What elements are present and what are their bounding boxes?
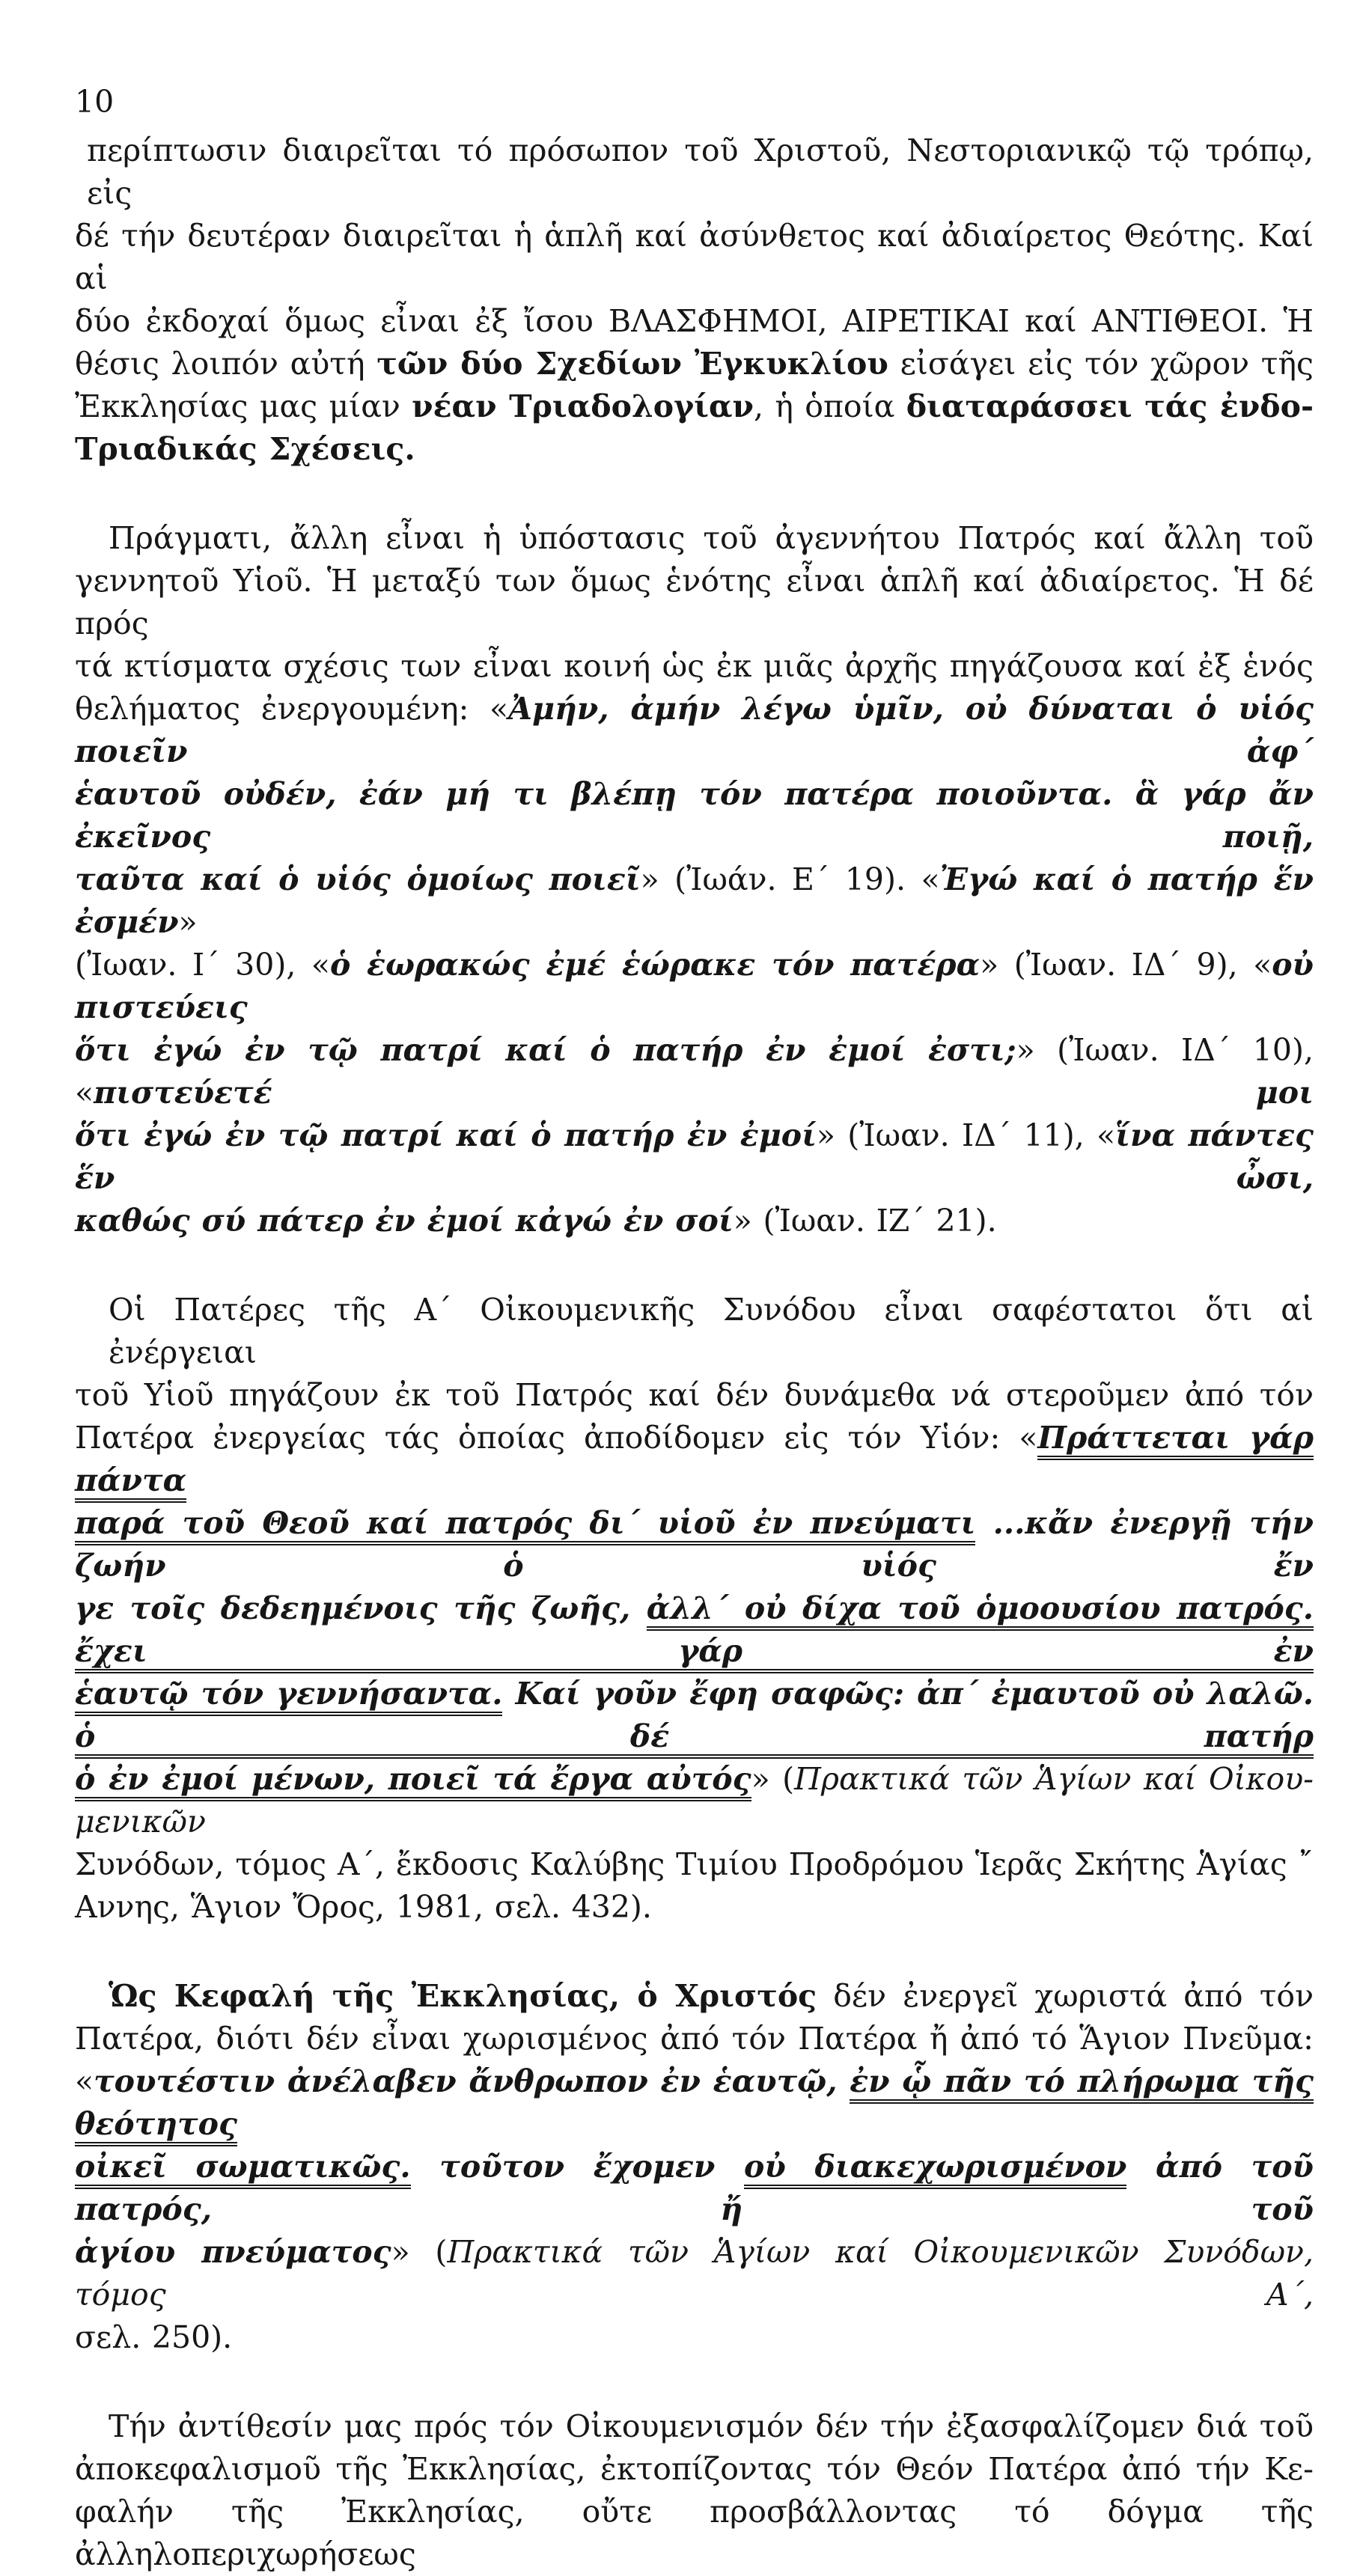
text-line — [75, 1200, 1314, 1242]
text-segment: ἀποκεφαλισμοῦ τῆς Ἐκκλησίας, ἐκτοπίζοντας τόν Θεόν Πατέρα ἀπό τήν Κε- — [75, 2451, 1314, 2487]
text-segment: ὁ ἑωρακώς ἐμέ ἑώρακε τόν πατέρα — [329, 947, 981, 983]
text-line — [75, 215, 1314, 300]
text-segment: Τήν ἀντίθεσίν μας πρός τόν Οἰκουμενισμόν δέν τήν ἐξασφαλίζομεν διά τοῦ — [109, 2408, 1314, 2444]
text-segment: ἑαυτῷ τόν γεννήσαντα. — [75, 1676, 502, 1716]
text-segment: παρά τοῦ Θεοῦ καί πατρός δι´ υἱοῦ ἐν πνεύματι — [75, 1505, 975, 1545]
text-segment: » (Ἰωαν. ΙΖ΄ 21). — [733, 1203, 997, 1239]
text-segment: Οἱ Πατέρες τῆς Α΄ Οἰκουμενικῆς Συνόδου εἶναι σαφέστατοι ὅτι αἱ ἐνέργειαι — [109, 1292, 1314, 1370]
text-segment: Αννης, Ἅγιον Ὄρος, 1981, σελ. 432). — [75, 1889, 652, 1925]
text-segment: ἀπό τοῦ πατρός, ἤ τοῦ — [75, 2149, 1314, 2227]
text-segment: Καί γοῦν ἔφη σαφῶς: ἀπ´ ἐμαυτοῦ οὐ λαλῶ. — [502, 1676, 1314, 1712]
text-line — [75, 1886, 1314, 1929]
text-segment: φαλήν τῆς Ἐκκλησίας, οὔτε προσβάλλοντας τό δόγμα τῆς ἀλληλοπεριχωρήσεως — [75, 2494, 1314, 2572]
text-segment: « — [75, 2063, 94, 2099]
text-line — [75, 645, 1314, 688]
text-segment: » (Ἰωαν. ΙΔ΄ 10), « — [75, 1032, 1314, 1111]
text-segment: ὅτι ἐγώ ἐν τῷ πατρί καί ὁ πατήρ ἐν ἐμοί ἐστι; — [75, 1032, 1016, 1068]
text-segment: νέαν Τριαδολογίαν — [412, 388, 754, 424]
text-line — [75, 944, 1314, 1029]
text-line — [75, 1417, 1314, 1502]
text-segment: ἔχει γάρ ἐν — [75, 1633, 1314, 1673]
body-text — [75, 129, 1314, 2576]
text-line — [75, 1843, 1314, 1886]
text-segment: Ὡς Κεφαλή τῆς Ἐκκλησίας, ὁ Χριστός — [109, 1978, 817, 2014]
text-line — [75, 1374, 1314, 1417]
text-line — [75, 2405, 1314, 2448]
text-line — [75, 1289, 1314, 1374]
text-line — [75, 517, 1314, 560]
text-line — [75, 2018, 1314, 2060]
text-segment: δέν ἐνεργεῖ χωριστά ἀπό τόν — [817, 1978, 1314, 2014]
text-segment: οἰκεῖ σωματικῶς. — [75, 2149, 411, 2189]
text-segment: Συνόδων, τόμος Α΄, ἔκδοσις Καλύβης Τιμίου Προδρόμου Ἱερᾶς Σκήτης Ἁγίας ῎ — [75, 1846, 1314, 1882]
text-segment: Πρακτικά τῶν Ἁγίων καί Οἰκουμενικῶν Συνόδων, τόμος Α΄, — [75, 2234, 1314, 2313]
text-segment: Ἐκκλησίας μας μίαν — [75, 388, 412, 424]
text-segment: Πράττεται γάρ πάντα — [75, 1420, 1314, 1503]
text-segment: θέσις λοιπόν αὐτή — [75, 346, 377, 382]
text-segment: Πατέρα ἐνεργείας τάς ὁποίας ἀποδίδομεν εἰς τόν Υἱόν: « — [75, 1420, 1038, 1456]
text-segment: τοῦ Υἱοῦ πηγάζουν ἐκ τοῦ Πατρός καί δέν δυνάμεθα νά στεροῦμεν ἀπό τόν — [75, 1377, 1314, 1413]
text-line — [75, 2316, 1314, 2359]
text-line — [75, 2491, 1314, 2576]
text-segment: θελήματος ἐνεργουμένη: « — [75, 691, 509, 727]
text-line — [75, 1673, 1314, 1758]
text-segment: » (Ἰωάν. Ε΄ 19). « — [640, 861, 940, 897]
text-segment: εἰσάγει εἰς τόν χῶρον τῆς — [888, 346, 1314, 382]
text-segment: οὐ πιστεύεις — [75, 947, 1314, 1025]
page-content — [75, 81, 1314, 2576]
text-segment: τά κτίσματα σχέσις των εἶναι κοινή ὡς ἐκ μιᾶς ἀρχῆς πηγάζουσα καί ἐξ ἑνός — [75, 648, 1314, 684]
text-segment: » (Ἰωαν. ΙΔ΄ 9), « — [980, 947, 1272, 983]
text-segment: τοῦτον ἔχομεν — [410, 2149, 744, 2185]
text-line — [75, 560, 1314, 645]
text-segment: ταῦτα καί ὁ υἱός ὁμοίως ποιεῖ — [75, 861, 641, 897]
text-segment: » (Ἰωαν. ΙΔ΄ 11), « — [816, 1117, 1116, 1153]
text-segment: διαταράσσει τάς ἐνδο- — [906, 388, 1314, 424]
paragraph-1 — [75, 129, 1314, 471]
text-segment: Τριαδικάς Σχέσεις. — [75, 431, 415, 467]
text-segment: Πατέρα, διότι δέν εἶναι χωρισμένος ἀπό τόν Πατέρα ἤ ἀπό τό Ἅγιον Πνεῦμα: — [75, 2021, 1314, 2057]
text-segment: , ἡ ὁποία — [753, 388, 906, 424]
text-segment: ἐν ᾧ πᾶν τό πλήρωμα τῆς θεότητος — [75, 2063, 1314, 2146]
text-segment: (Ἰωαν. Ι΄ 30), « — [75, 947, 330, 983]
text-line — [75, 1114, 1314, 1200]
text-segment: ἁγίου πνεύματος — [75, 2234, 391, 2270]
text-line — [75, 343, 1314, 385]
text-segment: ὁ ἐν ἐμοί μένων, ποιεῖ τά ἔργα αὐτός — [75, 1761, 751, 1801]
text-segment: σελ. 250). — [75, 2319, 233, 2355]
text-line — [75, 1502, 1314, 1587]
text-line — [75, 385, 1314, 428]
text-segment: Ἐγώ καί ὁ πατήρ ἕν ἐσμέν — [75, 861, 1314, 940]
text-line — [75, 1975, 1314, 2018]
text-segment: ὅτι ἐγώ ἐν τῷ πατρί καί ὁ πατήρ ἐν ἐμοί — [75, 1117, 817, 1153]
paragraph-5 — [75, 2405, 1314, 2576]
text-segment: οὐ διακεχωρισμένον — [744, 2149, 1126, 2189]
text-segment: Πρακτικά τῶν Ἁγίων καί Οἰκου-μενικῶν — [75, 1761, 1314, 1840]
text-segment: ὁ δέ πατήρ — [75, 1718, 1314, 1759]
text-segment: » ( — [751, 1761, 795, 1797]
text-segment: γε τοῖς δεδεημένοις τῆς ζωῆς, — [75, 1590, 647, 1626]
text-segment: καθώς σύ πάτερ ἐν ἐμοί κἀγώ ἐν σοί — [75, 1203, 734, 1239]
text-segment: Ἀμήν, ἀμήν λέγω ὑμῖν, οὐ δύναται ὁ υἱός ποιεῖν ἀφ´ — [75, 691, 1314, 769]
text-line — [75, 2448, 1314, 2491]
paragraph-3 — [75, 1289, 1314, 1929]
text-line — [75, 129, 1314, 215]
text-line — [75, 688, 1314, 773]
text-line — [75, 2060, 1314, 2146]
text-segment: ...κἄν ἐνεργῇ τήν ζωήν ὁ υἱός ἔν — [75, 1505, 1314, 1584]
text-segment: γεννητοῦ Υἱοῦ. Ἡ μεταξύ των ὅμως ἑνότης εἶναι ἁπλῆ καί ἀδιαίρετος. Ἡ δέ πρός — [75, 563, 1314, 641]
text-segment: » — [178, 904, 198, 940]
text-segment: ἑαυτοῦ οὐδέν, ἐάν μή τι βλέπῃ τόν πατέρα ποιοῦντα. ἃ γάρ ἄν ἐκεῖνος ποιῇ, — [75, 776, 1314, 855]
text-line — [75, 1029, 1314, 1114]
text-segment: » ( — [391, 2234, 448, 2270]
text-line — [75, 773, 1314, 858]
text-segment: ἀλλ´ οὐ δίχα τοῦ ὁμοουσίου πατρός. — [647, 1590, 1314, 1631]
text-line — [75, 300, 1314, 343]
text-segment: πιστεύετέ μοι — [94, 1075, 1314, 1111]
text-line — [75, 2231, 1314, 2316]
text-segment: περίπτωσιν διαιρεῖται τό πρόσωπον τοῦ Χριστοῦ, Νεστοριανικῷ τῷ τρόπῳ, εἰς — [87, 132, 1314, 211]
page-number: 10 — [75, 84, 115, 120]
text-segment: ἵνα πάντες ἕν ὦσι, — [75, 1117, 1314, 1196]
text-line — [75, 858, 1314, 944]
text-segment: τουτέστιν ἀνέλαβεν ἄνθρωπον ἐν ἑαυτῷ, — [94, 2063, 850, 2099]
text-line — [75, 2146, 1314, 2231]
text-segment: δύο ἐκδοχαί ὅμως εἶναι ἐξ ἴσου ΒΛΑΣΦΗΜΟΙ, ΑΙΡΕΤΙΚΑΙ καί ΑΝΤΙΘΕΟΙ. Ἡ — [75, 303, 1314, 339]
text-line — [75, 428, 1314, 471]
text-segment: τῶν δύο Σχεδίων Ἐγκυκλίου — [376, 346, 888, 382]
text-segment: Πράγματι, ἄλλη εἶναι ἡ ὑπόστασις τοῦ ἀγεννήτου Πατρός καί ἄλλη τοῦ — [109, 520, 1314, 556]
text-line — [75, 1758, 1314, 1843]
paragraph-2 — [75, 517, 1314, 1242]
text-line — [75, 1587, 1314, 1673]
paragraph-4 — [75, 1975, 1314, 2359]
text-segment: δέ τήν δευτέραν διαιρεῖται ἡ ἁπλῆ καί ἀσύνθετος καί ἀδιαίρετος Θεότης. Καί αἱ — [75, 218, 1314, 296]
